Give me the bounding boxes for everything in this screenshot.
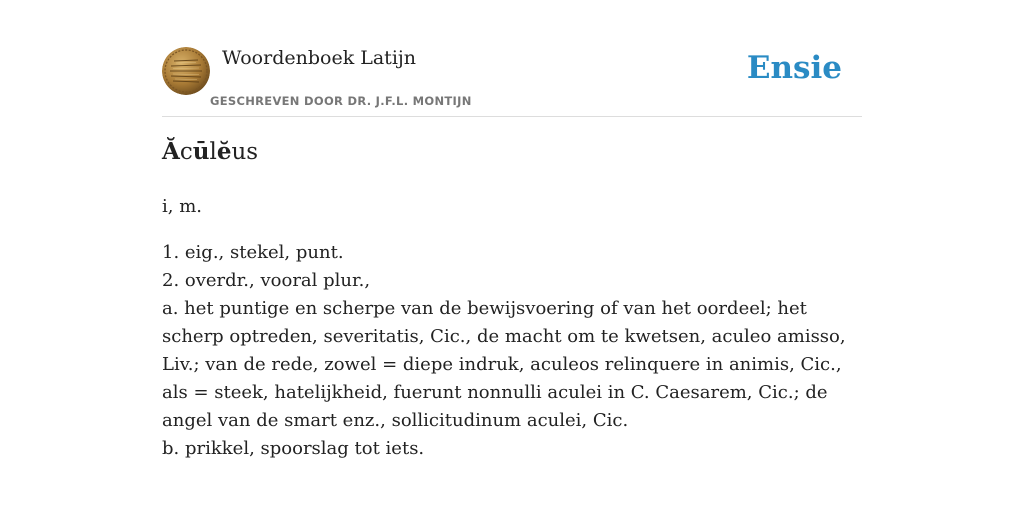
headword-part: l: [209, 139, 217, 165]
header: [162, 40, 862, 117]
definition: [162, 239, 862, 463]
definition-line: 1. eig., stekel, punt.: [162, 242, 344, 263]
headword-part: us: [231, 139, 259, 165]
grammar-info: i, m.: [162, 196, 202, 217]
brand-logo[interactable]: Ensie: [746, 50, 842, 86]
headword-part: ĕ: [216, 138, 232, 165]
headword-part: Ă: [162, 138, 180, 165]
definition-line: b. prikkel, spoorslag tot iets.: [162, 438, 425, 459]
headword: [162, 138, 258, 165]
headword-part: c: [179, 139, 193, 165]
definition-line: 2. overdr., vooral plur.,: [162, 270, 371, 291]
headword-part: ū: [192, 138, 210, 165]
author-byline: GESCHREVEN DOOR DR. J.F.L. MONTIJN: [210, 94, 472, 108]
page: [162, 0, 862, 512]
book-title[interactable]: Woordenboek Latijn: [222, 47, 417, 69]
definition-line: a. het puntige en scherpe van de bewijsvoering of van het oordeel; het scherp optreden, severitatis, Cic., de macht om te kwetsen, aculeo amisso, Liv.; van de rede, zowel = diepe indruk, aculeos relinquere in animis, Cic., als = steek, hatelijkheid, fuerunt nonnulli aculei in C. Caesarem, Cic.; de angel van de smart enz., sollicitudinum aculei, Cic.: [162, 298, 846, 431]
ancient-coin-icon[interactable]: [162, 47, 210, 95]
